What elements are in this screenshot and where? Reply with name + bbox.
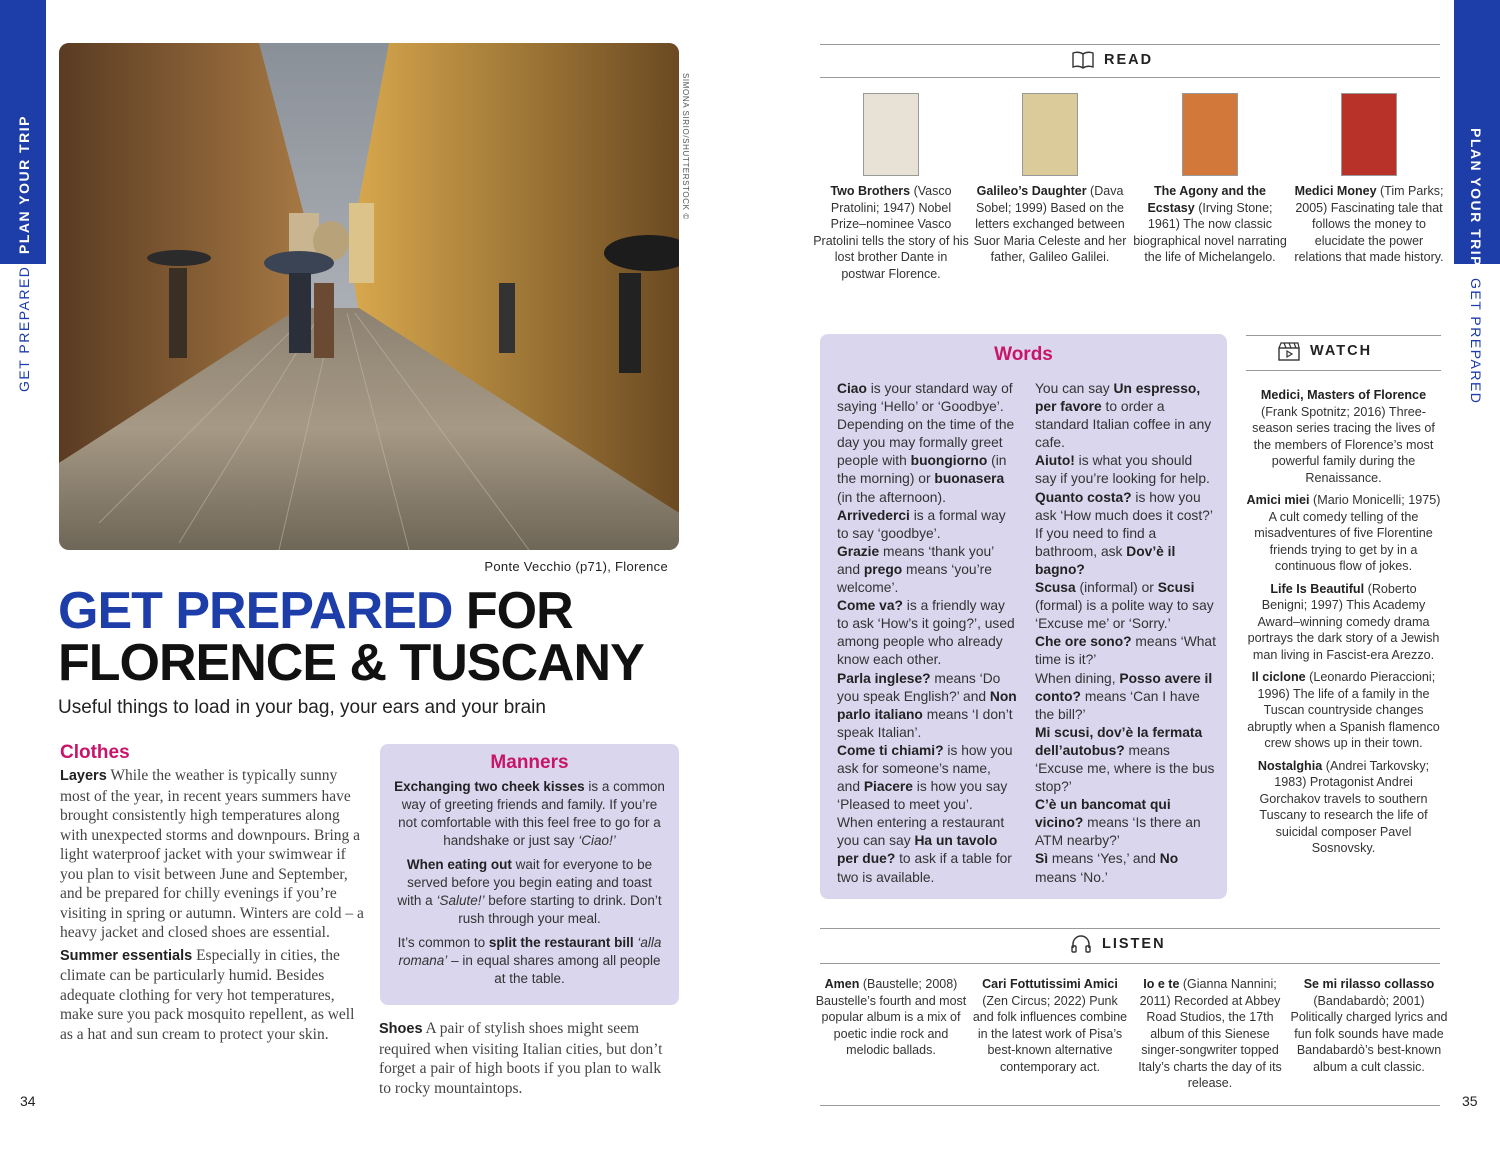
phrase-term: Arrivederci: [837, 507, 910, 523]
phrase-text: means ‘No.’: [1035, 869, 1108, 885]
phrase-text: means ‘Excuse me, where is the bus stop?’: [1035, 742, 1215, 795]
phrase-entry: [837, 507, 1017, 543]
phrase-entry: [837, 814, 1017, 886]
phrase-term: Mi scusi, dov’è la fermata dell’autobus?: [1035, 724, 1203, 758]
title-line1-rest: FOR: [452, 582, 573, 640]
phrase-text: means ‘you’re welcome’.: [837, 561, 992, 596]
read-top-rule: [820, 44, 1440, 45]
phrase-term: Non parlo italiano: [837, 688, 1017, 722]
phrase-entry: [1035, 724, 1217, 796]
words-box: [820, 334, 1227, 899]
album-title: Cari Fottutissimi Amici: [982, 977, 1118, 991]
phrase-text: is how you ask ‘How much does it cost?’: [1035, 489, 1213, 523]
manners-box: [380, 744, 679, 1005]
book-item: [1290, 93, 1448, 266]
watch-item: [1246, 387, 1441, 486]
clothes-summer-text: Especially in cities, the climate can be particularly humid. Besides adequate clothing for very hot temperatures, make sure you pack mosquito repellent, as well as a hat and sun cream to protect your skin.: [60, 946, 355, 1043]
watch-title: Amici miei: [1246, 493, 1310, 507]
clothes-body: [60, 766, 365, 1044]
phrase-term: Scusi: [1157, 580, 1195, 596]
clothes-shoes-paragraph: [379, 1019, 674, 1098]
book-desc: (Irving Stone; 1961) The now classic biographical novel narrating the life of Michelangelo.: [1133, 200, 1287, 264]
phrase-text: is a formal way to say ‘goodbye’.: [837, 507, 1006, 541]
album-item: [1290, 976, 1448, 1075]
phrase-text: means ‘thank you’ and: [837, 543, 994, 577]
headphones-icon: [1070, 934, 1092, 954]
manners-italic: ‘Ciao!’: [578, 833, 616, 848]
watch-top-rule: [1246, 335, 1441, 336]
open-book-icon: [1072, 50, 1094, 70]
phrase-term: Un espresso, per favore: [1035, 381, 1201, 415]
manners-text: before starting to drink. Don’t rush through your meal.: [458, 893, 662, 926]
phrase-entry: [837, 670, 1017, 742]
side-tab-label-right: PLAN YOUR TRIP: [1468, 128, 1484, 267]
film-clapper-icon: [1278, 341, 1300, 361]
phrase-text: (in the afternoon).: [837, 489, 946, 505]
phrase-term: Come va?: [837, 598, 903, 614]
clothes-shoes-term: Shoes: [379, 1021, 423, 1037]
album-desc: (Bandabardò; 2001) Politically charged lyrics and fun folk sounds have made Bandabardò’s best-known album a cult classic.: [1290, 993, 1448, 1074]
book-item: [971, 93, 1129, 266]
phrase-text: (formal) is a polite way to say ‘Excuse me’ or ‘Sorry.’: [1035, 598, 1214, 632]
watch-list: [1246, 387, 1441, 863]
watch-desc: (Leonardo Pieraccioni; 1996) The life of a family in the Tuscan countryside changes abruptly when a Spanish flamenco crew shows up in their town.: [1247, 670, 1440, 750]
page-number-left: 34: [20, 1093, 36, 1109]
listen-top-rule: [820, 928, 1440, 929]
phrase-text: is how you say ‘Pleased to meet you’.: [837, 779, 1008, 813]
phrase-text: to ask if a table for two is available.: [837, 851, 1012, 885]
clothes-layers-paragraph: [60, 766, 365, 943]
phrase-term: Posso avere il conto?: [1035, 670, 1213, 704]
book-cover: [1341, 93, 1397, 176]
phrase-entry: [1035, 796, 1217, 850]
page-number-right: 35: [1462, 1093, 1478, 1109]
ponte-vecchio-photo: [59, 43, 679, 550]
manners-term: When eating out: [406, 857, 512, 872]
phrase-text: When entering a restaurant you can say: [837, 815, 1005, 849]
album-title: Io e te: [1143, 977, 1180, 991]
phrase-text: means ‘Can I have the bill?’: [1035, 688, 1200, 722]
page-title: [58, 582, 698, 692]
album-desc: (Zen Circus; 2022) Punk and folk influences combine in the latest work of Pisa’s best-known alternative contemporary act.: [972, 993, 1128, 1074]
words-column-right: [1035, 380, 1217, 887]
phrase-entry: [1035, 489, 1217, 525]
manners-item: [394, 856, 665, 928]
photo-illustration: [59, 43, 679, 550]
phrase-text: means ‘I don’t speak Italian’.: [837, 706, 1013, 740]
phrase-entry: [837, 742, 1017, 814]
manners-term: Exchanging two cheek kisses: [394, 779, 585, 794]
listen-bottom-rule: [820, 963, 1440, 964]
phrase-term: buonasera: [934, 471, 1005, 487]
watch-bottom-rule: [1246, 370, 1441, 371]
album-item: [812, 976, 970, 1059]
phrase-term: Aiuto!: [1035, 453, 1075, 469]
book-desc: (Tim Parks; 2005) Fascinating tale that follows the money to elucidate the power relations that made history.: [1294, 184, 1444, 264]
read-bottom-rule: [820, 77, 1440, 78]
phrase-entry: [1035, 380, 1217, 452]
phrase-entry: [837, 597, 1017, 669]
words-column-left: [837, 380, 1017, 887]
phrase-term: Dov’è il bagno?: [1035, 543, 1176, 577]
book-cover: [863, 93, 919, 176]
manners-text: – in equal shares among all people at the table.: [447, 953, 661, 986]
phrase-entry: [1035, 525, 1217, 579]
phrase-text: (in the morning) or: [837, 453, 1007, 487]
watch-title: Medici, Masters of Florence: [1260, 388, 1427, 402]
watch-desc: (Andrei Tarkovsky; 1983) Protagonist Andrei Gorchakov travels to southern Tuscany to research the life of suicidal composer Pavel Sosnovsky.: [1259, 758, 1430, 855]
watch-item: [1246, 758, 1441, 857]
watch-item: [1246, 669, 1441, 752]
phrase-text: If you need to find a bathroom, ask: [1035, 525, 1157, 559]
phrase-term: Piacere: [863, 779, 913, 795]
phrase-text: means ‘Yes,’ and: [1048, 851, 1160, 867]
phrase-term: No: [1159, 851, 1179, 867]
phrase-text: means ‘Do you speak English?’ and: [837, 670, 1001, 704]
manners-term: split the restaurant bill: [488, 935, 634, 950]
phrase-text: means ‘Is there an ATM nearby?’: [1035, 815, 1201, 849]
manners-italic: ‘alla romana’: [398, 935, 662, 968]
phrase-term: buongiorno: [910, 453, 988, 469]
album-desc: (Gianna Nannini; 2011) Recorded at Abbey Road Studios, the 17th album of this Sienese singer-songwriter topped Italy’s charts the day of its release.: [1138, 977, 1282, 1090]
phrase-term: Parla inglese?: [837, 670, 931, 686]
watch-title: Il ciclone: [1251, 670, 1306, 684]
phrase-entry: [1035, 579, 1217, 633]
listen-heading-text: LISTEN: [1102, 936, 1166, 952]
phrase-term: Che ore sono?: [1035, 634, 1132, 650]
clothes-layers-term: Layers: [60, 768, 107, 784]
phrase-entry: [837, 543, 1017, 597]
watch-item: [1246, 492, 1441, 575]
manners-text: wait for everyone to be served before you begin eating and toast with a: [397, 857, 653, 908]
phrase-text: is how you ask for someone’s name, and: [837, 742, 1013, 795]
listen-end-rule: [820, 1105, 1440, 1106]
manners-item: [394, 778, 665, 850]
clothes-layers-text: While the weather is typically sunny most of the year, in recent years summers have brought consistently high temperatures along with unexpected storms and downpours. Bring a light waterproof jacket with your swimwear if you plan to visit between June and September, and be prepared for chilly evenings if you’re visiting in spring or autumn. Winters are cold – a heavy jacket and closed shoes are essential.: [60, 767, 364, 941]
phrase-term: Grazie: [837, 543, 880, 559]
phrase-text: (informal) or: [1075, 580, 1158, 596]
read-heading-text: READ: [1104, 52, 1154, 68]
album-title: Amen: [824, 977, 860, 991]
book-item: [812, 93, 970, 282]
watch-title: Nostalghia: [1257, 758, 1323, 773]
phrase-text: means ‘What time is it?’: [1035, 634, 1216, 668]
book-title: The Agony and the Ecstasy: [1147, 184, 1267, 215]
book-title: Two Brothers: [830, 184, 911, 198]
phrase-term: Scusa: [1035, 580, 1076, 596]
phrase-text: is your standard way of saying ‘Hello’ or ‘Goodbye’. Depending on the time of the day you may formally greet people with: [837, 381, 1015, 469]
phrase-term: Come ti chiami?: [837, 742, 944, 758]
side-tab-label-left: PLAN YOUR TRIP: [16, 115, 32, 254]
book-cover: [1182, 93, 1238, 176]
watch-heading-text: WATCH: [1310, 343, 1373, 359]
phrase-text: is what you should say if you’re looking for help.: [1035, 453, 1210, 487]
manners-heading: Manners: [490, 752, 569, 773]
phrase-term: Sì: [1035, 851, 1049, 867]
watch-item: [1246, 581, 1441, 664]
phrase-entry: [1035, 850, 1217, 886]
clothes-heading: Clothes: [60, 742, 130, 763]
phrase-entry: [1035, 633, 1217, 669]
phrase-term: C’è un bancomat qui vicino?: [1035, 797, 1171, 831]
manners-item: [394, 934, 665, 988]
phrase-text: You can say: [1035, 381, 1114, 396]
section-label-left: GET PREPARED: [16, 265, 32, 392]
photo-credit: SIMONA SIRIO/SHUTTERSTOCK ©: [681, 73, 690, 220]
watch-desc: (Roberto Benigni; 1997) This Academy Award–winning comedy drama portrays the dark story of a Jewish man living in Fascist-era Arezzo.: [1247, 581, 1440, 662]
book-desc: (Dava Sobel; 1999) Based on the letters exchanged between Suor Maria Celeste and her father, Galileo Galilei.: [973, 184, 1127, 264]
phrase-term: prego: [863, 561, 903, 577]
words-heading: Words: [994, 344, 1053, 365]
clothes-summer-term: Summer essentials: [60, 947, 193, 964]
book-desc: (Vasco Pratolini; 1947) Nobel Prize–nominee Vasco Pratolini tells the story of his lost brother Dante in postwar Florence.: [813, 184, 969, 281]
section-label-right: GET PREPARED: [1468, 278, 1484, 405]
book-cover: [1022, 93, 1078, 176]
read-heading: [1072, 50, 1153, 70]
phrase-text: to order a standard Italian coffee in any cafe.: [1035, 399, 1212, 451]
phrase-entry: [1035, 670, 1217, 724]
phrase-term: Quanto costa?: [1035, 489, 1132, 505]
watch-heading: [1278, 341, 1372, 361]
clothes-shoes-text: A pair of stylish shoes might seem required when visiting Italian cities, but don’t forget a pair of high boots if you plan to walk to rocky mountaintops.: [379, 1020, 663, 1097]
page-subtitle: Useful things to load in your bag, your ears and your brain: [58, 697, 546, 718]
phrase-text: When dining,: [1035, 670, 1120, 686]
phrase-entry: [837, 380, 1017, 507]
manners-text: It’s common to: [397, 935, 489, 950]
photo-caption: Ponte Vecchio (p71), Florence: [484, 559, 668, 574]
book-item: [1131, 93, 1289, 266]
phrase-text: is a friendly way to ask ‘How’s it going?’, used among people who already know each other.: [837, 598, 1015, 668]
title-highlight: GET PREPARED: [58, 582, 453, 640]
watch-desc: (Mario Monicelli; 1975) A cult comedy telling of the misadventures of five Florentine friends trying to get by in a continuous flow of jokes.: [1254, 493, 1441, 573]
phrase-entry: [1035, 452, 1217, 488]
book-title: Medici Money: [1294, 184, 1377, 198]
watch-title: Life Is Beautiful: [1270, 581, 1365, 596]
manners-text: is a common way of greeting friends and family. If you’re not comfortable with this feel free to go for a handshake or just say: [398, 779, 665, 848]
album-desc: (Baustelle; 2008) Baustelle’s fourth and most popular album is a mix of poetic indie rock and melodic ballads.: [815, 977, 967, 1057]
album-title: Se mi rilasso collasso: [1303, 977, 1435, 991]
manners-italic: ‘Salute!’: [436, 893, 485, 908]
title-line2: FLORENCE & TUSCANY: [58, 634, 644, 692]
album-item: [1131, 976, 1289, 1092]
listen-heading: [1070, 934, 1166, 954]
phrase-term: Ciao: [837, 381, 867, 396]
album-item: [971, 976, 1129, 1075]
phrase-term: Ha un tavolo per due?: [837, 833, 998, 867]
book-title: Galileo’s Daughter: [976, 184, 1087, 198]
clothes-summer-paragraph: [60, 946, 365, 1045]
watch-desc: (Frank Spotnitz; 2016) Three-season series tracing the lives of the members of Florence’s most powerful family during the Renaissance.: [1252, 404, 1435, 485]
